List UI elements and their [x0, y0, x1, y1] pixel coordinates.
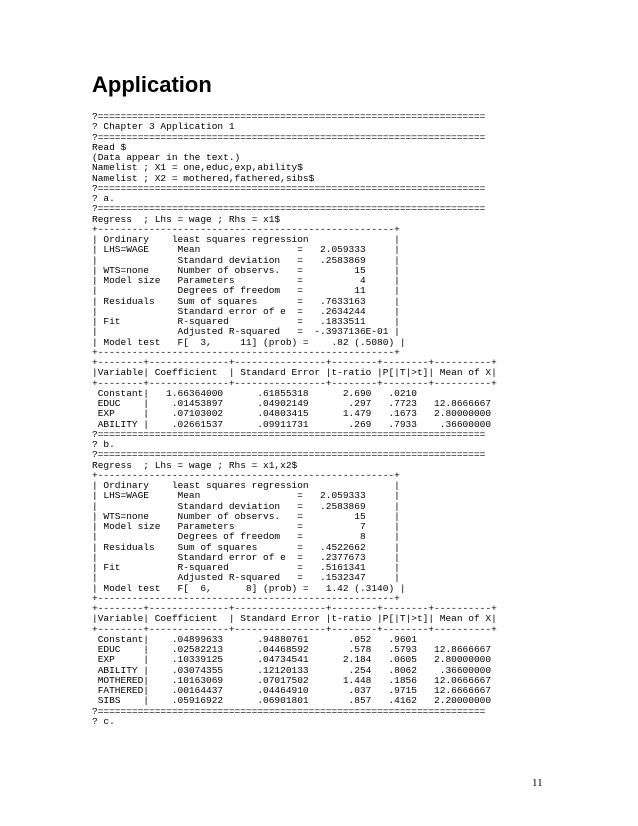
page-number: 11: [532, 777, 543, 789]
console-line: Namelist ; X2 = mothered,fathered,sibs$: [92, 172, 315, 184]
console-line: | Adjusted R-squared = -.3937136E-01 |: [92, 326, 400, 338]
console-line: | Residuals Sum of squares = .7633163 |: [92, 295, 400, 307]
console-line: ? c.: [92, 715, 115, 727]
console-line: | Residuals Sum of squares = .4522662 |: [92, 541, 400, 553]
console-line: | LHS=WAGE Mean = 2.059333 |: [92, 490, 400, 502]
console-line: | Degrees of freedom = 11 |: [92, 285, 400, 297]
console-line: |Variable| Coefficient | Standard Error |t-ratio |P[|T|>t]| Mean of X|: [92, 367, 497, 379]
console-line: Constant| .04899633 .94880761 .052 .9601: [92, 633, 417, 645]
console-line: | Fit R-squared = .1833511 |: [92, 316, 400, 327]
console-line: ?====================================================================: [92, 428, 486, 440]
console-line: EXP | .10339125 .04734541 2.184 .0605 2.80000000: [92, 654, 492, 666]
console-line: EDUC | .02582213 .04468592 .578 .5793 12.8666667: [92, 644, 492, 655]
console-line: Constant| 1.66364000 .61855318 2.690 .0210: [92, 387, 417, 399]
console-line: Regress ; Lhs = wage ; Rhs = x1$: [92, 213, 281, 225]
console-line: | Degrees of freedom = 8 |: [92, 531, 400, 543]
console-line: ?====================================================================: [92, 203, 486, 215]
console-line: +----------------------------------------------------+: [92, 592, 400, 604]
console-line: +--------+--------------+----------------+--------+--------+----------+: [92, 357, 497, 368]
console-line: SIBS | .05916922 .06901801 .857 .4162 2.20000000: [92, 695, 492, 707]
console-line: Regress ; Lhs = wage ; Rhs = x1,x2$: [92, 459, 298, 471]
console-line: +--------+--------------+----------------+--------+--------+----------+: [92, 603, 497, 614]
console-line: ?====================================================================: [92, 182, 486, 194]
console-output: [92, 112, 497, 727]
console-line: ?====================================================================: [92, 705, 486, 717]
console-line: | Model size Parameters = 7 |: [92, 521, 400, 532]
console-line: | Standard deviation = .2583869 |: [92, 254, 400, 266]
console-line: EXP | .07103002 .04803415 1.479 .1673 2.80000000: [92, 408, 492, 420]
console-line: | WTS=none Number of observs. = 15 |: [92, 264, 400, 276]
console-line: | Model test F[ 3, 11] (prob) = .82 (.5080) |: [92, 336, 406, 348]
console-line: +--------+--------------+----------------+--------+--------+----------+: [92, 377, 497, 389]
console-line: +----------------------------------------------------+: [92, 223, 400, 235]
console-line: | LHS=WAGE Mean = 2.059333 |: [92, 244, 400, 256]
console-line: ?====================================================================: [92, 131, 486, 143]
console-line: Namelist ; X1 = one,educ,exp,ability$: [92, 162, 303, 174]
console-line: | Standard error of e = .2634244 |: [92, 305, 400, 317]
console-line: +----------------------------------------------------+: [92, 469, 400, 481]
console-line: +----------------------------------------------------+: [92, 346, 400, 358]
console-line: MOTHERED| .10163069 .07017502 1.448 .1856 12.0666667: [92, 674, 492, 686]
console-line: FATHERED| .00164437 .04464910 .037 .9715 12.6666667: [92, 685, 492, 696]
console-line: ?====================================================================: [92, 449, 486, 461]
console-line: | Standard error of e = .2377673 |: [92, 551, 400, 563]
console-line: | Standard deviation = .2583869 |: [92, 500, 400, 512]
console-line: EDUC | .01453897 .04902149 .297 .7723 12.8666667: [92, 398, 492, 409]
console-line: | Ordinary least squares regression |: [92, 234, 400, 245]
page-title: Application: [92, 72, 212, 97]
console-line: Read $: [92, 141, 127, 153]
console-line: | Model size Parameters = 4 |: [92, 275, 400, 286]
console-line: ?====================================================================: [92, 111, 486, 122]
console-line: |Variable| Coefficient | Standard Error |t-ratio |P[|T|>t]| Mean of X|: [92, 613, 497, 625]
console-line: | Fit R-squared = .5161341 |: [92, 562, 400, 573]
console-line: | Model test F[ 6, 8] (prob) = 1.42 (.3140) |: [92, 582, 406, 594]
console-line: ABILITY | .03074355 .12120133 .254 .8062 .36600000: [92, 664, 492, 676]
console-line: ? b.: [92, 439, 115, 450]
console-line: ? a.: [92, 193, 115, 204]
console-line: | Adjusted R-squared = .1532347 |: [92, 572, 400, 584]
console-line: (Data appear in the text.): [92, 152, 241, 163]
console-line: | Ordinary least squares regression |: [92, 480, 400, 491]
console-line: +--------+--------------+----------------+--------+--------+----------+: [92, 623, 497, 635]
console-line: ? Chapter 3 Application 1: [92, 121, 235, 133]
console-line: | WTS=none Number of observs. = 15 |: [92, 510, 400, 522]
console-line: ABILITY | .02661537 .09911731 .269 .7933 .36600000: [92, 418, 492, 430]
